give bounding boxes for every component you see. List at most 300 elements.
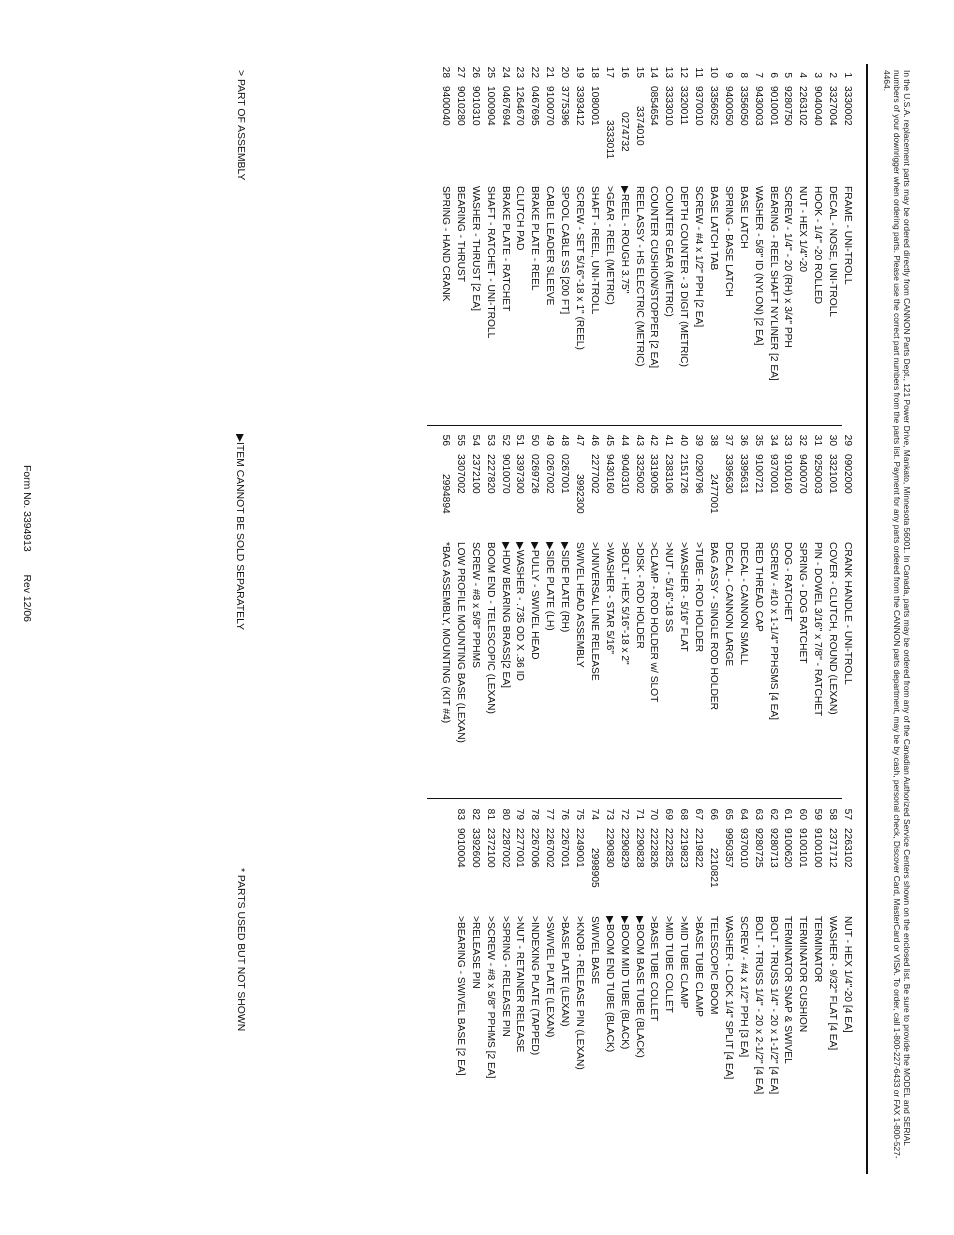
part-description: TERMINATOR SNAP & SWIVEL bbox=[782, 916, 794, 1064]
item-number: 23 bbox=[514, 66, 526, 78]
part-row bbox=[839, 64, 854, 414]
part-description: BEARING - REEL SHAFT NYLINER [2 EA] bbox=[767, 186, 779, 381]
part-row bbox=[780, 432, 795, 792]
part-number: 9010070 bbox=[499, 454, 511, 494]
part-description: >SPRING - RELEASE PIN bbox=[499, 916, 511, 1037]
item-number: 24 bbox=[499, 66, 511, 78]
item-number: 67 bbox=[693, 808, 705, 820]
part-row bbox=[690, 806, 705, 1176]
part-description: WASHER - 9/32" FLAT [4 EA] bbox=[827, 916, 839, 1051]
part-number: 3397300 bbox=[514, 454, 526, 494]
part-description: COVER - CLUTCH, ROUND (LEXAN) bbox=[827, 542, 839, 715]
item-number: 3 bbox=[812, 72, 824, 78]
part-row bbox=[482, 806, 497, 1176]
part-number: 3327004 bbox=[827, 86, 839, 126]
item-number: 64 bbox=[737, 808, 749, 820]
part-row bbox=[467, 432, 482, 792]
item-number: 79 bbox=[514, 808, 526, 820]
part-number: 3319005 bbox=[648, 454, 660, 494]
part-number: 2263102 bbox=[842, 828, 853, 868]
part-number: 9370010 bbox=[693, 86, 705, 126]
part-number: 2277002 bbox=[588, 454, 600, 494]
part-number: 9100620 bbox=[782, 828, 794, 868]
item-number: 11 bbox=[693, 67, 705, 78]
parts-column-2 bbox=[437, 432, 854, 792]
item-number: 19 bbox=[573, 66, 585, 78]
part-description: NUT - HEX 1/4"-20 bbox=[797, 186, 809, 273]
part-description: TERMINATOR bbox=[812, 916, 824, 983]
part-row bbox=[690, 64, 705, 414]
part-number: 2290830 bbox=[603, 828, 615, 868]
item-number: 82 bbox=[469, 808, 481, 820]
item-number: 70 bbox=[648, 808, 660, 820]
item-number: 15 bbox=[633, 66, 645, 78]
part-row bbox=[482, 64, 497, 414]
part-description: SPOOL CABLE SS [200 FT] bbox=[559, 186, 571, 315]
item-number: 55 bbox=[454, 434, 466, 446]
part-row bbox=[497, 806, 512, 1176]
part-number: 3356050 bbox=[737, 86, 749, 126]
item-number: 34 bbox=[767, 434, 779, 446]
item-number: 61 bbox=[782, 808, 794, 820]
part-number: 9400040 bbox=[439, 86, 451, 126]
part-description: TERMINATOR CUSHION bbox=[797, 916, 809, 1033]
item-number: 43 bbox=[633, 434, 645, 446]
part-row bbox=[541, 806, 556, 1176]
part-description: SCREW - #4 x 1/2" PPH [2 EA] bbox=[693, 186, 705, 328]
part-number: 2277001 bbox=[514, 828, 526, 868]
part-number: 2372100 bbox=[469, 454, 481, 494]
part-number: 3325002 bbox=[633, 454, 645, 494]
top-rule bbox=[866, 64, 868, 1174]
part-row bbox=[824, 64, 839, 414]
item-number: 46 bbox=[588, 434, 600, 446]
part-number: 3393412 bbox=[573, 86, 585, 126]
part-description: DEPTH COUNTER - 3 DIGIT (METRIC) bbox=[678, 186, 690, 367]
part-description: >INDEXING PLATE (TAPPED) bbox=[529, 916, 541, 1056]
part-number: 2287002 bbox=[499, 828, 511, 868]
part-number: 9400050 bbox=[722, 86, 734, 126]
part-row bbox=[437, 432, 452, 792]
part-number: 2383106 bbox=[663, 454, 675, 494]
part-row bbox=[690, 432, 705, 792]
part-description: ▶BOOM MID TUBE (BLACK) bbox=[618, 916, 630, 1050]
item-number: 57 bbox=[842, 808, 853, 820]
item-number: 16 bbox=[618, 66, 630, 78]
part-number: 9100160 bbox=[782, 454, 794, 494]
part-number: 2290829 bbox=[618, 828, 630, 868]
part-row bbox=[794, 432, 809, 792]
item-number: 51 bbox=[514, 434, 526, 446]
part-number: 3992300 bbox=[573, 474, 585, 514]
part-row bbox=[556, 432, 571, 792]
item-number: 71 bbox=[633, 808, 645, 820]
part-description: *BAG ASSEMBLY, MOUNTING (KIT #4) bbox=[439, 542, 451, 724]
part-number: 9280713 bbox=[767, 828, 779, 868]
item-number: 20 bbox=[559, 66, 571, 78]
part-row bbox=[809, 432, 824, 792]
part-row bbox=[571, 64, 586, 414]
part-description: ▶BOOM BASE TUBE (BLACK) bbox=[633, 916, 645, 1058]
part-description: ▶SIDE PLATE (RH) bbox=[559, 542, 571, 633]
item-number: 52 bbox=[499, 434, 511, 446]
part-number: 9010001 bbox=[767, 86, 779, 126]
part-number: 0290796 bbox=[693, 454, 705, 494]
part-number: 0467694 bbox=[499, 86, 511, 126]
part-row bbox=[794, 806, 809, 1176]
part-row bbox=[601, 806, 616, 1176]
item-number: 27 bbox=[454, 66, 466, 78]
item-number: 53 bbox=[484, 434, 496, 446]
part-description: >BASE PLATE (LEXAN) bbox=[559, 916, 571, 1027]
part-number: 3392600 bbox=[469, 828, 481, 868]
part-description: SWIVEL BASE bbox=[588, 916, 600, 985]
part-row bbox=[556, 806, 571, 1176]
part-description: >MID TUBE CLAMP bbox=[678, 916, 690, 1009]
part-number: 9400070 bbox=[797, 454, 809, 494]
part-description: BAG ASSY - SINGLE ROD HOLDER bbox=[707, 542, 719, 710]
part-row bbox=[571, 806, 586, 1176]
legend-not-shown: * PARTS USED BUT NOT SHOWN bbox=[235, 868, 246, 1032]
part-description: TELESCOPIC BOOM bbox=[707, 916, 719, 1015]
part-number: 2994894 bbox=[439, 474, 451, 514]
part-description: BEARING - THRUST bbox=[454, 186, 466, 283]
part-number: 9430160 bbox=[603, 454, 615, 494]
part-row bbox=[601, 432, 616, 792]
item-number: 33 bbox=[782, 434, 794, 446]
item-number: 32 bbox=[797, 434, 809, 446]
part-row bbox=[720, 432, 735, 792]
part-row bbox=[586, 432, 601, 792]
legend-cannot-sell: ▶ITEM CANNOT BE SOLD SEPARATELY bbox=[234, 434, 245, 631]
item-number: 7 bbox=[752, 72, 764, 78]
item-number: 45 bbox=[603, 434, 615, 446]
part-description: FRAME - UNI-TROLL bbox=[842, 186, 853, 285]
part-description: BOLT - TRUSS 1/4" - 20 x 1-1/2" [4 EA] bbox=[767, 916, 779, 1095]
item-number: 69 bbox=[663, 808, 675, 820]
part-number: 3320011 bbox=[678, 86, 690, 125]
part-number: 9280750 bbox=[782, 86, 794, 126]
part-number: 1000904 bbox=[484, 86, 496, 126]
item-number: 17 bbox=[603, 66, 615, 78]
part-description: PIN - DOWEL 3/16" x 7/8" - RATCHET bbox=[812, 542, 824, 717]
part-description: SHAFT - REEL, UNI-TROLL bbox=[588, 186, 600, 315]
part-row bbox=[437, 64, 452, 414]
item-number: 83 bbox=[454, 808, 466, 820]
part-number: 0274732 bbox=[618, 112, 630, 152]
item-number: 6 bbox=[767, 72, 779, 78]
item-number: 42 bbox=[648, 434, 660, 446]
part-row bbox=[452, 64, 467, 414]
part-description: >UNIVERSAL LINE RELEASE bbox=[588, 542, 600, 681]
part-number: 9040040 bbox=[812, 86, 824, 126]
part-row bbox=[586, 64, 601, 414]
part-description: ▶PULLY - SWIVEL HEAD bbox=[529, 542, 541, 660]
part-description: >DISK - ROD HOLDER bbox=[633, 542, 645, 649]
item-number: 4 bbox=[797, 72, 809, 78]
part-number: 2210821 bbox=[707, 848, 719, 888]
part-row bbox=[765, 432, 780, 792]
part-number: 3775396 bbox=[559, 86, 571, 126]
item-number: 74 bbox=[588, 808, 600, 820]
item-number: 56 bbox=[439, 434, 451, 446]
part-number: 3395630 bbox=[722, 454, 734, 494]
item-number: 21 bbox=[544, 66, 556, 78]
part-description: >RELEASE PIN bbox=[469, 916, 481, 989]
item-number: 14 bbox=[648, 66, 660, 78]
part-description: >NUT - RETAINER RELEASE bbox=[514, 916, 526, 1053]
part-number: 9010280 bbox=[454, 86, 466, 126]
part-description: WASHER - LOCK 1/4" SPLIT [4 EA] bbox=[722, 916, 734, 1080]
part-number: 9010004 bbox=[454, 828, 466, 868]
part-description: BASE LATCH bbox=[737, 186, 749, 249]
part-description: >KNOB - RELEASE PIN (LEXAN) bbox=[573, 916, 585, 1070]
item-number: 10 bbox=[707, 66, 719, 78]
part-number: 9370001 bbox=[767, 454, 779, 494]
part-number: 2151726 bbox=[678, 454, 690, 494]
part-number: 3374010 bbox=[633, 106, 645, 146]
part-row bbox=[824, 432, 839, 792]
part-number: 2998905 bbox=[588, 848, 600, 888]
part-description: SWIVEL HEAD ASSEMBLY bbox=[573, 542, 585, 668]
part-row bbox=[765, 806, 780, 1176]
part-number: 3395631 bbox=[737, 454, 749, 494]
part-row bbox=[616, 64, 631, 414]
part-description: BASE LATCH TAB bbox=[707, 186, 719, 271]
item-number: 35 bbox=[752, 434, 764, 446]
part-row bbox=[601, 64, 616, 414]
part-description: SCREW - SET 5/16"-18 x 1" (REEL) bbox=[573, 186, 585, 350]
part-description: >WASHER - STAR 5/16" bbox=[603, 542, 615, 655]
item-number: 66 bbox=[707, 808, 719, 820]
part-number: 2219823 bbox=[678, 828, 690, 868]
item-number: 75 bbox=[573, 808, 585, 820]
part-description: >BASE TUBE CLAMP bbox=[693, 916, 705, 1017]
item-number: 63 bbox=[752, 808, 764, 820]
part-row bbox=[809, 64, 824, 414]
item-number: 50 bbox=[529, 434, 541, 446]
item-number: 5 bbox=[782, 72, 794, 78]
item-number: 47 bbox=[573, 434, 585, 446]
part-row bbox=[497, 64, 512, 414]
part-row bbox=[794, 64, 809, 414]
part-description: DECAL - NOSE, UNI-TROLL bbox=[827, 186, 839, 317]
part-number: 9250003 bbox=[812, 454, 824, 494]
part-number: 2219822 bbox=[693, 828, 705, 868]
part-row bbox=[675, 432, 690, 792]
part-description: >SWIVEL PLATE (LEXAN) bbox=[544, 916, 556, 1038]
part-number: 0269726 bbox=[529, 454, 541, 494]
part-description: ▶HDW BEARING BRASS[2 EA] bbox=[499, 542, 511, 688]
item-number: 65 bbox=[722, 808, 734, 820]
part-row bbox=[497, 432, 512, 792]
part-number: 2227820 bbox=[484, 454, 496, 494]
part-description: CRANK HANDLE - UNI-TROLL bbox=[842, 542, 853, 685]
part-row bbox=[809, 806, 824, 1176]
part-row bbox=[750, 806, 765, 1176]
part-row bbox=[467, 806, 482, 1176]
part-row bbox=[839, 806, 854, 1176]
part-number: 1080001 bbox=[588, 86, 600, 126]
parts-column-3 bbox=[452, 806, 854, 1176]
part-number: 3330002 bbox=[842, 86, 853, 126]
part-row bbox=[705, 432, 720, 792]
part-description: DECAL - CANNON LARGE bbox=[722, 542, 734, 667]
part-description: >SCREW - #8 x 5/8" PPHMS [2 EA] bbox=[484, 916, 496, 1079]
part-row bbox=[526, 432, 541, 792]
form-no: Form No. 3394913 bbox=[21, 465, 32, 552]
part-description: RED THREAD CAP bbox=[752, 542, 764, 632]
part-number: 1264670 bbox=[514, 86, 526, 126]
item-number: 77 bbox=[544, 808, 556, 820]
part-row bbox=[512, 806, 527, 1176]
part-row bbox=[824, 806, 839, 1176]
part-row bbox=[720, 64, 735, 414]
part-number: 9280725 bbox=[752, 828, 764, 868]
part-row bbox=[616, 432, 631, 792]
part-number: 2249001 bbox=[573, 828, 585, 868]
legend-part-of-assembly: > PART OF ASSEMBLY bbox=[235, 70, 246, 181]
item-number: 25 bbox=[484, 66, 496, 78]
part-number: 0902000 bbox=[842, 454, 853, 494]
part-row bbox=[646, 432, 661, 792]
part-row bbox=[780, 64, 795, 414]
part-row bbox=[616, 806, 631, 1176]
part-number: 2267002 bbox=[544, 828, 556, 868]
part-row bbox=[750, 432, 765, 792]
part-number: 0267001 bbox=[559, 454, 571, 494]
part-description: SCREW - #4 x 1/2" PPH [3 EA] bbox=[737, 916, 749, 1058]
part-number: 2372100 bbox=[484, 828, 496, 868]
part-row bbox=[452, 432, 467, 792]
part-row bbox=[571, 432, 586, 792]
part-row bbox=[556, 64, 571, 414]
part-row bbox=[646, 806, 661, 1176]
item-number: 40 bbox=[678, 434, 690, 446]
revision: Rev 12/06 bbox=[21, 574, 32, 622]
part-row bbox=[467, 64, 482, 414]
part-row bbox=[512, 432, 527, 792]
part-row bbox=[675, 64, 690, 414]
item-number: 81 bbox=[484, 808, 496, 820]
part-row bbox=[660, 432, 675, 792]
part-row bbox=[482, 432, 497, 792]
item-number: 30 bbox=[827, 434, 839, 446]
part-row bbox=[452, 806, 467, 1176]
part-row bbox=[631, 64, 646, 414]
part-number: 9100101 bbox=[797, 828, 809, 868]
part-number: 9950357 bbox=[722, 828, 734, 868]
part-row bbox=[735, 432, 750, 792]
item-number: 9 bbox=[722, 72, 734, 78]
item-number: 60 bbox=[797, 808, 809, 820]
part-description: >BOLT - HEX 5/16"-18 x 2" bbox=[618, 542, 630, 665]
part-description: ▶REEL - ROUGH 3.75" bbox=[618, 186, 630, 294]
part-number: 9040310 bbox=[618, 454, 630, 494]
part-row bbox=[839, 432, 854, 792]
part-row bbox=[631, 432, 646, 792]
part-row bbox=[720, 806, 735, 1176]
part-number: 3307002 bbox=[454, 454, 466, 494]
part-description: DOG - RATCHET bbox=[782, 542, 794, 622]
part-description: >NUT - 5/16"-18 SS bbox=[663, 542, 675, 633]
part-number: 9370010 bbox=[737, 828, 749, 868]
item-number: 80 bbox=[499, 808, 511, 820]
part-row bbox=[541, 64, 556, 414]
part-description: >MID TUBE COLLET bbox=[663, 916, 675, 1013]
part-description: ▶WASHER - .735 OD X .36 ID bbox=[514, 542, 526, 681]
part-description: SCREW - #10 x 1-1/4" PPHSMS [4 EA] bbox=[767, 542, 779, 720]
part-row bbox=[541, 432, 556, 792]
item-number: 18 bbox=[588, 66, 600, 78]
part-description: NUT - HEX 1/4"-20 [4 EA] bbox=[842, 916, 853, 1033]
part-description: SCREW - 1/4" - 20 (RH) x 3/4" PPH bbox=[782, 186, 794, 348]
item-number: 73 bbox=[603, 808, 615, 820]
part-row bbox=[631, 806, 646, 1176]
part-description: >CLAMP - ROD HOLDER w/ SLOT bbox=[648, 542, 660, 703]
item-number: 72 bbox=[618, 808, 630, 820]
part-row bbox=[660, 64, 675, 414]
part-description: BRAKE PLATE - REEL bbox=[529, 186, 541, 291]
part-number: 2222825 bbox=[663, 828, 675, 868]
item-number: 76 bbox=[559, 808, 571, 820]
part-row bbox=[675, 806, 690, 1176]
item-number: 2 bbox=[827, 72, 839, 78]
part-number: 2290828 bbox=[633, 828, 645, 868]
part-number: 9100100 bbox=[812, 828, 824, 868]
item-number: 68 bbox=[678, 808, 690, 820]
part-row bbox=[512, 64, 527, 414]
part-description: >TUBE - ROD HOLDER bbox=[693, 542, 705, 653]
part-number: 9100070 bbox=[544, 86, 556, 126]
part-description: >GEAR - REEL (METRIC) bbox=[603, 186, 615, 305]
item-number: 58 bbox=[827, 808, 839, 820]
part-number: 3333010 bbox=[663, 86, 675, 126]
item-number: 59 bbox=[812, 808, 824, 820]
ordering-instructions: In the U.S.A. replacement parts may be ordered directly from CANNON Parts Dept., 121 Power Drive, Mankato, Minnesota 56001. In Canada, parts may be ordered from any of the Canadian Authorized Service Centers shown on the enclosed list. Be sure to provide the MODEL and SERIAL numbers of your downrigger when ordering parts. Please use the correct part numbers from the parts list. Payment for any parts ordered from the CANNON parts department, may be by cash, personal check, Discover Card, MasterCard or VISA. To order, call 1-800-227-6433 or FAX 1-800-527-4464. bbox=[882, 70, 912, 1159]
part-number: 2222826 bbox=[648, 828, 660, 868]
part-number: 0854654 bbox=[648, 86, 660, 126]
item-number: 26 bbox=[469, 66, 481, 78]
item-number: 49 bbox=[544, 434, 556, 446]
part-description: >WASHER - 5/16" FLAT bbox=[678, 542, 690, 652]
part-number: 3333011 bbox=[603, 120, 615, 159]
part-row bbox=[765, 64, 780, 414]
part-row bbox=[705, 64, 720, 414]
part-description: BOOM END - TELESCOPIC (LEXAN) bbox=[484, 542, 496, 714]
part-description: WASHER - THRUST [2 EA] bbox=[469, 186, 481, 311]
part-number: 2371712 bbox=[827, 828, 839, 868]
item-number: 78 bbox=[529, 808, 541, 820]
part-number: 9010310 bbox=[469, 86, 481, 126]
part-number: 9430003 bbox=[752, 86, 764, 126]
part-description: >BASE TUBE COLLET bbox=[648, 916, 660, 1022]
part-number: 2477001 bbox=[707, 474, 719, 514]
part-description: ▶BOOM END TUBE (BLACK) bbox=[603, 916, 615, 1053]
part-row bbox=[750, 64, 765, 414]
part-row bbox=[735, 64, 750, 414]
item-number: 41 bbox=[663, 434, 675, 446]
part-description: HOOK - 1/4" -20 ROLLED bbox=[812, 186, 824, 304]
part-description: SCREW - #8 x 5/8" PPHMS bbox=[469, 542, 481, 668]
part-description: WASHER - 5/8" ID (NYLON) [2 EA] bbox=[752, 186, 764, 346]
part-row bbox=[586, 806, 601, 1176]
part-description: SPRING - BASE LATCH bbox=[722, 186, 734, 297]
part-description: SHAFT - RATCHET - UNI-TROLL bbox=[484, 186, 496, 339]
part-row bbox=[735, 806, 750, 1176]
item-number: 8 bbox=[737, 72, 749, 78]
item-number: 28 bbox=[439, 66, 451, 78]
